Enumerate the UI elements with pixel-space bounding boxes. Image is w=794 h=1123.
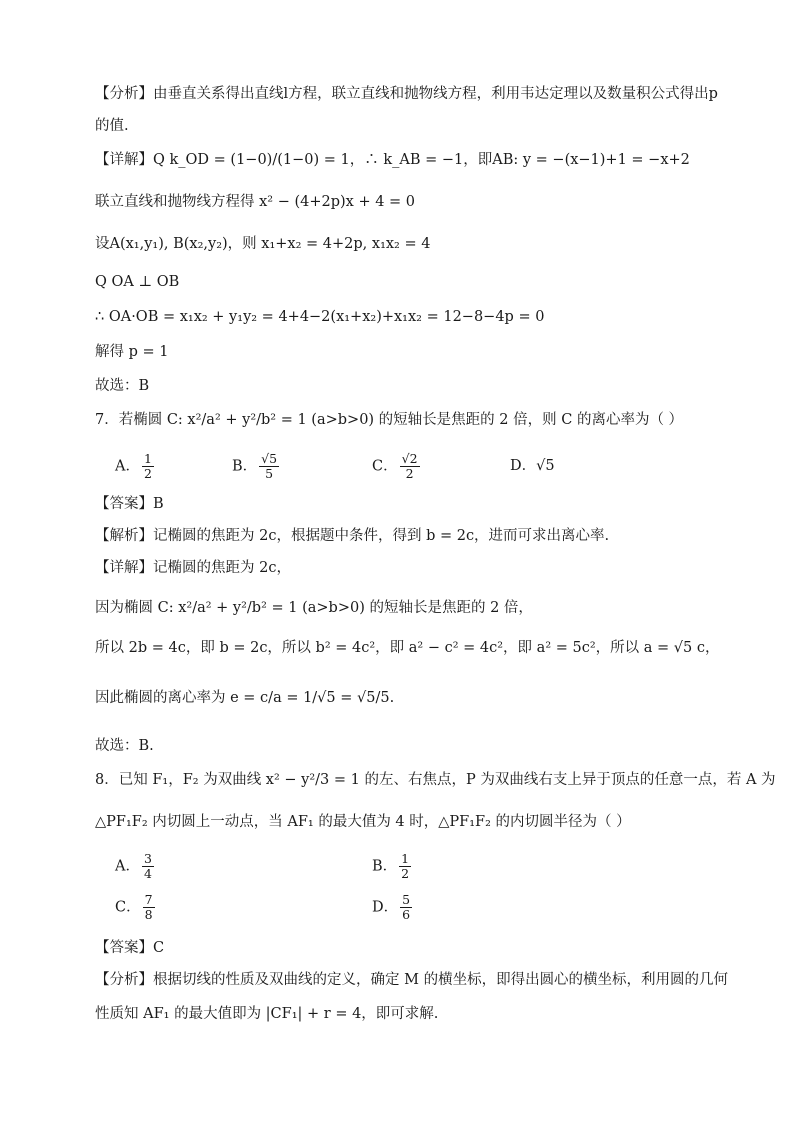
q7-detail-2: 因为椭圆 C: x²/a² + y²/b² = 1 (a>b>0) 的短轴长是焦距的 2 倍， <box>95 600 533 616</box>
q7-option-a: A． $\frac{1}{2}$ <box>115 451 152 481</box>
detail-line-6: 解得 p = 1 <box>95 344 169 360</box>
q7-detail-4: 因此椭圆的离心率为 e = c/a = 1/√5 = √5/5. <box>95 690 395 706</box>
q8-option-a: A． $\frac{3}{4}$ <box>115 851 152 881</box>
q7-option-b: B． $\frac{√5}{5}$ <box>232 451 278 481</box>
q8-option-c: C． $\frac{7}{8}$ <box>115 892 153 922</box>
analysis-line-2: 的值. <box>95 118 129 134</box>
q8-analysis-1: 【分析】根据切线的性质及双曲线的定义，确定 M 的横坐标，即得出圆心的横坐标，利用圆的几何 <box>95 972 729 988</box>
q8-option-b: B． $\frac{1}{2}$ <box>372 851 410 881</box>
question-7: 7．若椭圆 C: x²/a² + y²/b² = 1 (a>b>0) 的短轴长是焦距的 2 倍，则 C 的离心率为（ ） <box>95 412 684 428</box>
q8-analysis-2: 性质知 AF₁ 的最大值即为 |CF₁| + r = 4，即可求解. <box>95 1006 439 1022</box>
q7-solution: 【解析】记椭圆的焦距为 2c，根据题中条件，得到 b = 2c，进而可求出离心率. <box>95 528 610 544</box>
q7-option-d: D．√5 <box>510 458 555 474</box>
detail-answer-6: 故选：B <box>95 378 150 394</box>
q7-answer: 【答案】B <box>95 496 164 512</box>
q7-detail-answer: 故选：B. <box>95 738 154 754</box>
detail-line-2: 联立直线和抛物线方程得 x² − (4+2p)x + 4 = 0 <box>95 194 416 210</box>
detail-line-5: ∴ OA·OB = x₁x₂ + y₁y₂ = 4+4−2(x₁+x₂)+x₁x₂ = 12−8−4p = 0 <box>95 309 545 325</box>
q8-answer: 【答案】C <box>95 940 165 956</box>
q8-option-d: D． $\frac{5}{6}$ <box>372 892 411 922</box>
q7-detail-1: 【详解】记椭圆的焦距为 2c， <box>95 560 291 576</box>
detail-line-4: Q OA ⊥ OB <box>95 274 180 290</box>
question-8-line-2: △PF₁F₂ 内切圆上一动点，当 AF₁ 的最大值为 4 时，△PF₁F₂ 的内切圆半径为（ ） <box>95 814 631 830</box>
detail-line-3: 设A(x₁,y₁), B(x₂,y₂)，则 x₁+x₂ = 4+2p, x₁x₂ = 4 <box>95 236 431 252</box>
detail-line-1: 【详解】Q k_OD = (1−0)/(1−0) = 1，∴ k_AB = −1，即AB: y = −(x−1)+1 = −x+2 <box>95 152 690 168</box>
q7-option-c: C． $\frac{√2}{2}$ <box>372 451 418 481</box>
question-8-line-1: 8．已知 F₁，F₂ 为双曲线 x² − y²/3 = 1 的左、右焦点，P 为双曲线右支上异于顶点的任意一点，若 A 为 <box>95 772 776 788</box>
q7-detail-3: 所以 2b = 4c，即 b = 2c，所以 b² = 4c²，即 a² − c² = 4c²，即 a² = 5c²，所以 a = √5 c， <box>95 640 720 656</box>
analysis-line-1: 【分析】由垂直关系得出直线l方程，联立直线和抛物线方程，利用韦达定理以及数量积公式得出p <box>95 86 718 102</box>
